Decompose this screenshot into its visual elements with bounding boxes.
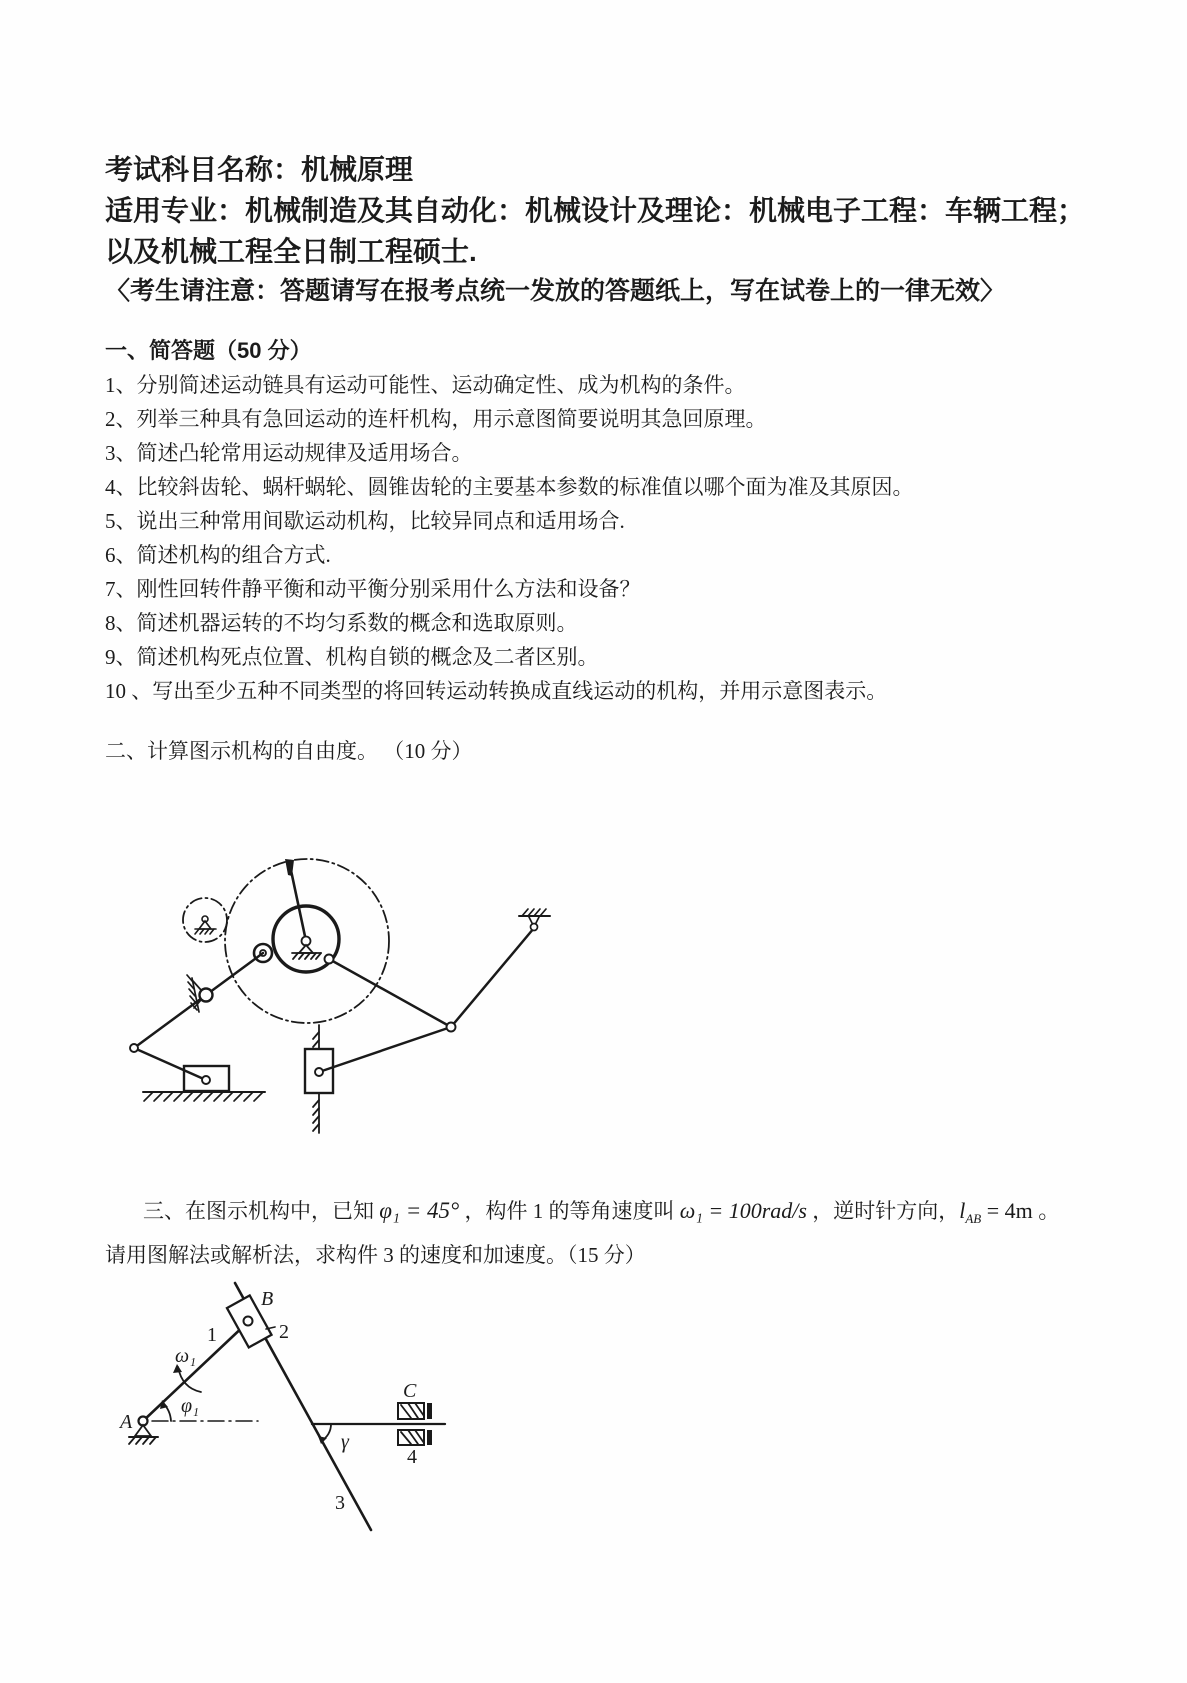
rocker-slider-joint [130, 1044, 138, 1052]
section3-text-2: ，构件 1 的等角速度叫 [459, 1199, 680, 1223]
hanging-ground-pivot [519, 909, 550, 931]
applicable-majors-line2: 以及机械工程全日制工程硕士. [105, 236, 477, 267]
label-link2: 2 [279, 1321, 289, 1343]
section3-text-1: 三、在图示机构中，已知 [143, 1199, 380, 1223]
vertical-slider-pin [315, 1068, 323, 1076]
lower-link [319, 1027, 451, 1072]
exam-subject-title: 考试科目名称：机械原理 [105, 154, 414, 185]
applicable-majors-line1: 适用专业：机械制造及其自动化：机械设计及理论：机械电子工程：车辆工程； [105, 195, 1086, 226]
rocker-link [134, 953, 263, 1048]
section3-line2: 请用图解法或解析法，求构件 3 的速度和加速度。（15 分） [105, 1243, 646, 1267]
label-link1: 1 [207, 1324, 217, 1346]
label-omega1: ω₁ [175, 1345, 197, 1367]
small-gear-pivot [195, 916, 216, 934]
section3-line1 [105, 1197, 1060, 1227]
joint-B-pin [244, 1317, 253, 1326]
question-item-4: 4、比较斜齿轮、蜗杆蜗轮、圆锥齿轮的主要基本参数的标准值以哪个面为准及其原因。 [105, 475, 914, 499]
label-link4: 4 [407, 1446, 417, 1468]
question-item-6: 6、简述机构的组合方式. [105, 543, 331, 567]
center-ground-pivot [292, 937, 321, 960]
label-C: C [403, 1380, 417, 1402]
label-B: B [261, 1288, 274, 1310]
gear-coupler-link [329, 959, 451, 1027]
question-item-9: 9、简述机构死点位置、机构自锁的概念及二者区别。 [105, 645, 599, 669]
label-link3: 3 [335, 1492, 345, 1514]
gear-pitch-circles [183, 859, 389, 1023]
label-A: A [120, 1411, 133, 1433]
phi1-angle-arc [160, 1400, 171, 1421]
candidate-notice: 〈考生请注意：答题请写在报考点统一发放的答题纸上，写在试卷上的一律无效〉 [105, 277, 1006, 305]
figure1-mechanism-diagram [100, 805, 570, 1140]
three-link-joint [447, 1023, 456, 1032]
crank-bar [285, 859, 306, 941]
label-gamma: γ [341, 1431, 349, 1453]
phi1-formula: φ₁ = 45° [379, 1198, 460, 1223]
label-phi1: φ₁ [181, 1395, 200, 1417]
question-item-1: 1、分别简述运动链具有运动可能性、运动确定性、成为机构的条件。 [105, 373, 746, 397]
question-item-7: 7、刚性回转件静平衡和动平衡分别采用什么方法和设备？ [105, 577, 641, 601]
figure2-mechanism-diagram [95, 1275, 465, 1545]
lab-subscript: AB [965, 1211, 982, 1227]
gamma-angle-arc [318, 1424, 331, 1444]
question-item-8: 8、简述机器运转的不均匀系数的概念和选取原则。 [105, 611, 578, 635]
question-item-10: 10 、写出至少五种不同类型的将回转运动转换成直线运动的机构，并用示意图表示。 [105, 679, 888, 703]
slider-coupler-link [134, 1048, 206, 1080]
section1-heading: 一、简答题（50 分） [105, 338, 312, 363]
ground-hatching-left [143, 1092, 265, 1101]
section3-text-3: ，逆时针方向， [806, 1199, 960, 1223]
slider-pin [202, 1076, 210, 1084]
section2-heading: 二、计算图示机构的自由度。 （10 分） [105, 739, 473, 763]
gear-crank-pin [325, 955, 334, 964]
question-item-5: 5、说出三种常用间歇运动机构，比较异同点和适用场合. [105, 509, 625, 533]
lab-value: = 4m 。 [981, 1198, 1061, 1223]
lab-symbol: l [959, 1198, 966, 1223]
upper-right-link [451, 928, 534, 1027]
question-item-3: 3、简述凸轮常用运动规律及适用场合。 [105, 441, 473, 465]
question-item-2: 2、列举三种具有急回运动的连杆机构，用示意图简要说明其急回原理。 [105, 407, 767, 431]
omega1-formula: ω₁ = 100rad/s [679, 1198, 807, 1223]
